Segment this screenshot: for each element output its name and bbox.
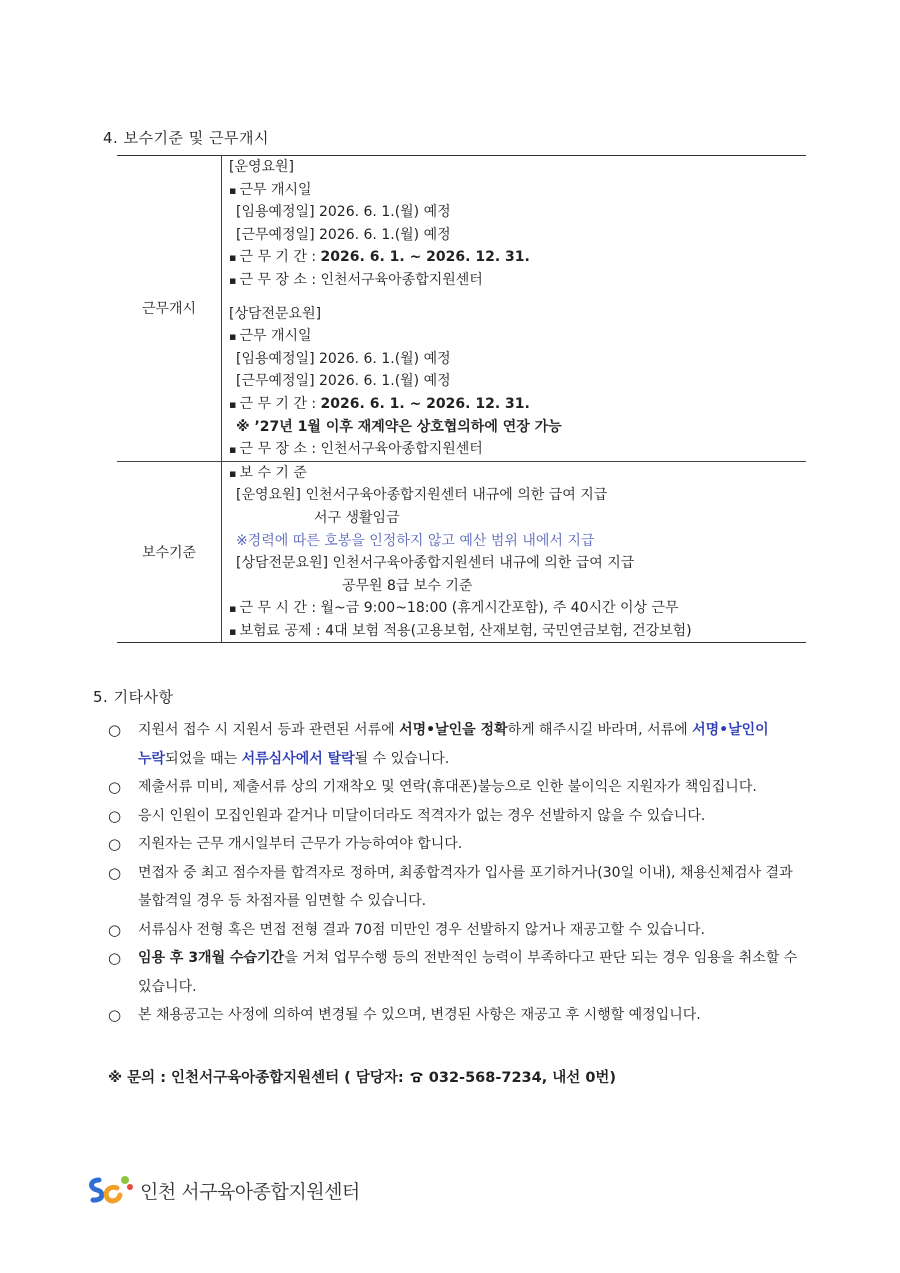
section4-title: 4. 보수기준 및 근무개시 xyxy=(103,129,270,147)
pay-standard-content xyxy=(222,461,807,643)
circle-bullet: ○ xyxy=(108,1006,122,1024)
phone-icon xyxy=(409,1070,424,1086)
section5-title: 5. 기타사항 xyxy=(93,688,174,706)
operating-heading: [운영요원] xyxy=(229,159,295,175)
counselor-place: ▪ 근 무 장 소 : 인천서구육아종합지원센터 xyxy=(229,441,483,458)
career-note: ※경력에 따른 호봉을 인정하지 않고 예산 범위 내에서 지급 xyxy=(236,532,595,549)
list-item: ○ 본 채용공고는 사정에 의하여 변경될 수 있으며, 변경된 사항은 재공고 후 시행할 예정입니다. xyxy=(108,1001,828,1030)
pay-standard-label: 보수기준 xyxy=(117,461,222,643)
footer-logo xyxy=(86,1171,360,1209)
list-item: ○ 지원서 접수 시 지원서 등과 관련된 서류에 서명•날인을 정확하게 해주시길 바라며, 서류에 서명•날인이 누락되었을 때는 서류심사에서 탈락될 수 있습니다. xyxy=(108,716,828,773)
work-start-row xyxy=(117,156,806,462)
pay-heading: ▪ 보 수 기 준 xyxy=(229,464,307,481)
counselor-start-label: ▪ 근무 개시일 xyxy=(229,328,312,345)
operating-pay-line2: 서구 생활임금 xyxy=(314,509,400,526)
operating-place: ▪ 근 무 장 소 : 인천서구육아종합지원센터 xyxy=(229,271,483,288)
renewal-note: ※ ’27년 1월 이후 재계약은 상호협의하에 연장 가능 xyxy=(236,418,562,435)
work-start-label: 근무개시 xyxy=(117,156,222,462)
circle-bullet: ○ xyxy=(108,949,122,967)
work-hours: ▪ 근 무 시 간 : 월~금 9:00~18:00 (휴게시간포함), 주 40시간 이상 근무 xyxy=(229,600,679,617)
list-item: ○ 응시 인원이 모집인원과 같거나 미달이더라도 적격자가 없는 경우 선발하지 않을 수 있습니다. xyxy=(108,802,828,831)
circle-bullet: ○ xyxy=(108,778,122,796)
counselor-period: ▪ 근 무 기 간 : 2026. 6. 1. ~ 2026. 12. 31. xyxy=(229,395,530,412)
operating-period: ▪ 근 무 기 간 : 2026. 6. 1. ~ 2026. 12. 31. xyxy=(229,249,530,266)
logo-mark-icon xyxy=(86,1171,134,1209)
operating-work-date: [근무예정일] 2026. 6. 1.(월) 예정 xyxy=(236,226,451,243)
footer-org-name: 인천 서구육아종합지원센터 xyxy=(140,1180,360,1203)
circle-bullet: ○ xyxy=(108,863,122,882)
circle-bullet: ○ xyxy=(108,835,122,853)
counselor-pay-line1: [상담전문요원] 인천서구육아종합지원센터 내규에 의한 급여 지급 xyxy=(236,555,635,572)
pay-standard-row xyxy=(117,461,806,643)
circle-bullet: ○ xyxy=(108,721,122,739)
operating-appoint-date: [임용예정일] 2026. 6. 1.(월) 예정 xyxy=(236,204,451,221)
work-start-content xyxy=(222,156,807,462)
list-item: ○ 서류심사 전형 혹은 면접 전형 결과 70점 미만인 경우 선발하지 않거나 재공고할 수 있습니다. xyxy=(108,916,828,945)
counselor-work-date: [근무예정일] 2026. 6. 1.(월) 예정 xyxy=(236,373,451,390)
counselor-pay-line2: 공무원 8급 보수 기준 xyxy=(342,577,473,594)
list-item: ○ 임용 후 3개월 수습기간을 거쳐 업무수행 등의 전반적인 능력이 부족하다고 판단 되는 경우 임용을 취소할 수 있습니다. xyxy=(108,944,828,1001)
operating-pay-line1: [운영요원] 인천서구육아종합지원센터 내규에 의한 급여 지급 xyxy=(236,487,608,504)
circle-bullet: ○ xyxy=(108,920,122,939)
contact-line: ※ 문의 : 인천서구육아종합지원센터 ( 담당자: 032-568-7234, 내선 0번) xyxy=(108,1070,617,1086)
counselor-heading: [상담전문요원] xyxy=(229,305,322,322)
list-item: ○ 제출서류 미비, 제출서류 상의 기재착오 및 연락(휴대폰)불능으로 인한 불이익은 지원자가 책임집니다. xyxy=(108,773,828,802)
insurance: ▪ 보험료 공제 : 4대 보험 적용(고용보험, 산재보험, 국민연금보험, 건강보험) xyxy=(229,622,692,639)
list-item: ○ 지원자는 근무 개시일부터 근무가 가능하여야 합니다. xyxy=(108,830,828,859)
circle-bullet: ○ xyxy=(108,806,122,825)
pay-work-table xyxy=(117,155,806,643)
other-notes-list xyxy=(108,716,828,1030)
counselor-appoint-date: [임용예정일] 2026. 6. 1.(월) 예정 xyxy=(236,350,451,367)
operating-start-label: ▪ 근무 개시일 xyxy=(229,181,312,198)
list-item: ○ 면접자 중 최고 점수자를 합격자로 정하며, 최종합격자가 입사를 포기하거나(30일 이내), 채용신체검사 결과 불합격일 경우 등 차점자를 임면할 수 있습니다. xyxy=(108,859,828,916)
